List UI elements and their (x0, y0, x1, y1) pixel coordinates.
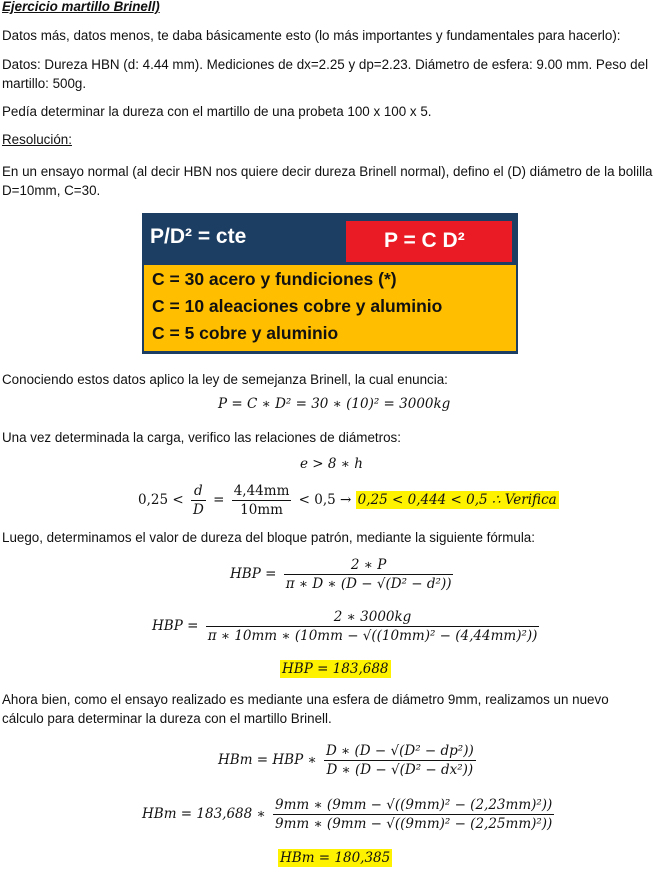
hbp-result: HBP = 183,688 (282, 661, 389, 677)
c-line-1: C = 30 acero y fundiciones (*) (152, 269, 397, 289)
equation-ratio: 0,25 < $\frac{d}{D}$ = $\frac{4,44mm}{10mm}$ < 0,5 → 0,25 < 0,444 < 0,5 ∴ Verifica (138, 483, 557, 518)
c-line-2: C = 10 aleaciones cobre y aluminio (152, 296, 443, 316)
c-values-box (144, 265, 516, 351)
pedia-paragraph: Pedía determinar la dureza con el martillo de una probeta 100 x 100 x 5. (2, 104, 432, 119)
equation-hbp-numeric: HBP = $\frac{2 ∗ 3000kg}{\text{π ∗ 10mm ∗ (10mm − √((10mm)² − (4,44mm)²))}}$ (152, 609, 538, 644)
equation-hbm-numeric: HBm = 183,688 ∗ $\frac{\text{9mm ∗ (9mm − √((9mm)² − (2,23mm)²))}}{\text{9mm ∗ (9mm − √((9mm)² − (2,25mm)²))}}$ (142, 797, 553, 832)
intro-paragraph: Datos más, datos menos, te daba básicamente esto (lo más importantes y fundamentales para hacerlo): (2, 28, 621, 43)
doc-title: Ejercicio martillo Brinell) (2, 0, 160, 14)
ahora-paragraph: Ahora bien, como el ensayo realizado es mediante una esfera de diámetro 9mm, realizamos un nuevo cálculo para determinar la dureza con el martillo Brinell. (2, 692, 609, 726)
ratio-fraction-numeric: $\frac{4,44mm}{10mm}$ (233, 483, 290, 518)
datos-paragraph: Datos: Dureza HBN (d: 4.44 mm). Mediciones de dx=2.25 y dp=2.23. Diámetro de esfera: 9.00 mm. Peso del martillo: 500g. (2, 57, 649, 91)
conociendo-paragraph: Conociendo estos datos aplico la ley de semejanza Brinell, la cual enuncia: (2, 372, 448, 387)
equation-thickness: e > 8 ∗ h (300, 456, 363, 472)
ratio-fraction-symbolic: $\frac{d}{D}$ (192, 483, 204, 518)
hbm-result: HBm = 180,385 (280, 850, 391, 866)
ratio-after: < 0,5 → (298, 492, 352, 508)
formula-right-box (346, 221, 512, 262)
equation-load: P = C ∗ D² = 30 ∗ (10)² = 3000kg (218, 396, 451, 412)
equation-hbp-general: HBP = $\frac{2 ∗ P}{\text{π ∗ D ∗ (D − √(D² − d²))}}$ (230, 557, 452, 592)
formula-image (142, 213, 518, 354)
equation-hbm-general: HBm = HBP ∗ $\frac{\text{D ∗ (D − √(D² − dp²))}}{\text{D ∗ (D − √(D² − dx²))}}$ (218, 743, 474, 778)
luego-paragraph: Luego, determinamos el valor de dureza del bloque patrón, mediante la siguiente fórmula: (2, 530, 535, 545)
ratio-low: 0,25 < (138, 492, 184, 508)
ensayo-paragraph: En un ensayo normal (al decir HBN nos quiere decir dureza Brinell normal), defino el (D) diámetro de la bolilla D=10mm, C=30. (2, 164, 653, 198)
ratio-verification: 0,25 < 0,444 < 0,5 ∴ Verifica (357, 492, 557, 508)
una-vez-paragraph: Una vez determinada la carga, verifico las relaciones de diámetros: (2, 430, 401, 445)
resolucion-heading: Resolución: (2, 132, 72, 147)
formula-right: P = C D² (384, 229, 465, 252)
formula-left: P/D² = cte (150, 225, 247, 248)
c-line-3: C = 5 cobre y aluminio (152, 323, 339, 343)
